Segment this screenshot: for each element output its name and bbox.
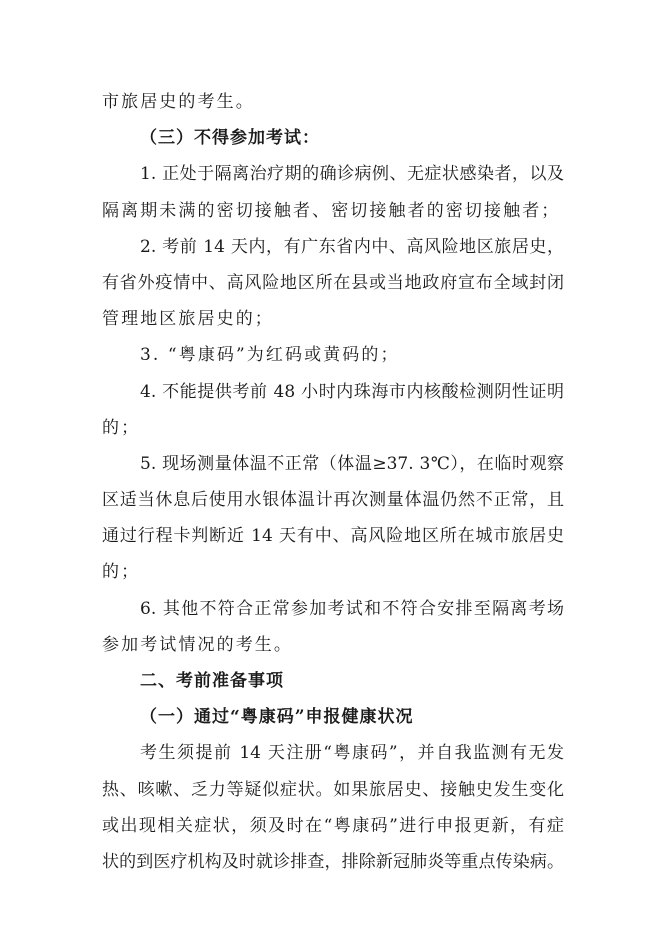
text-line: 6. 其他不符合正常参加考试和不符合安排至隔离考场 (140, 598, 564, 619)
text-line: 区适当休息后使用水银体温计再次测量体温仍然不正常，且 (102, 490, 564, 511)
text-line: 5. 现场测量体温不正常（体温≥37. 3℃），在临时观察 (140, 453, 564, 474)
text-line: 状的到医疗机构及时就诊排查，排除新冠肺炎等重点传染病。 (102, 851, 564, 872)
text-line: 或出现相关症状，须及时在“粤康码”进行申报更新，有症 (102, 815, 564, 836)
text-line: 的； (102, 417, 141, 438)
document-page (102, 84, 564, 880)
text-line: 管理地区旅居史的； (102, 309, 274, 330)
text-line: 3. “粤康码”为红码或黄码的； (140, 345, 400, 366)
text-line: 1. 正处于隔离治疗期的确诊病例、无症状感染者，以及 (140, 164, 564, 185)
text-line: 市旅居史的考生。 (102, 92, 255, 112)
text-line: 2. 考前 14 天内，有广东省内中、高风险地区旅居史， (140, 236, 564, 257)
text-line: 热、咳嗽、乏力等疑似症状。如果旅居史、接触史发生变化 (102, 779, 564, 800)
text-line: 的； (102, 562, 141, 583)
section-heading-3: （三）不得参加考试： (140, 128, 320, 149)
text-line: 参加考试情况的考生。 (102, 634, 293, 655)
text-line: 有省外疫情中、高风险地区所在县或当地政府宣布全域封闭 (102, 272, 564, 293)
text-line: 4. 不能提供考前 48 小时内珠海市内核酸检测阴性证明 (140, 381, 564, 402)
section-heading-3: （一）通过“粤康码”申报健康状况 (140, 707, 414, 728)
text-line: 通过行程卡判断近 14 天有中、高风险地区所在城市旅居史 (102, 526, 564, 547)
section-heading-2: 二、考前准备事项 (140, 671, 284, 691)
text-line: 考生须提前 14 天注册“粤康码”，并自我监测有无发 (140, 743, 564, 764)
text-line: 隔离期未满的密切接触者、密切接触者的密切接触者； (102, 200, 561, 221)
